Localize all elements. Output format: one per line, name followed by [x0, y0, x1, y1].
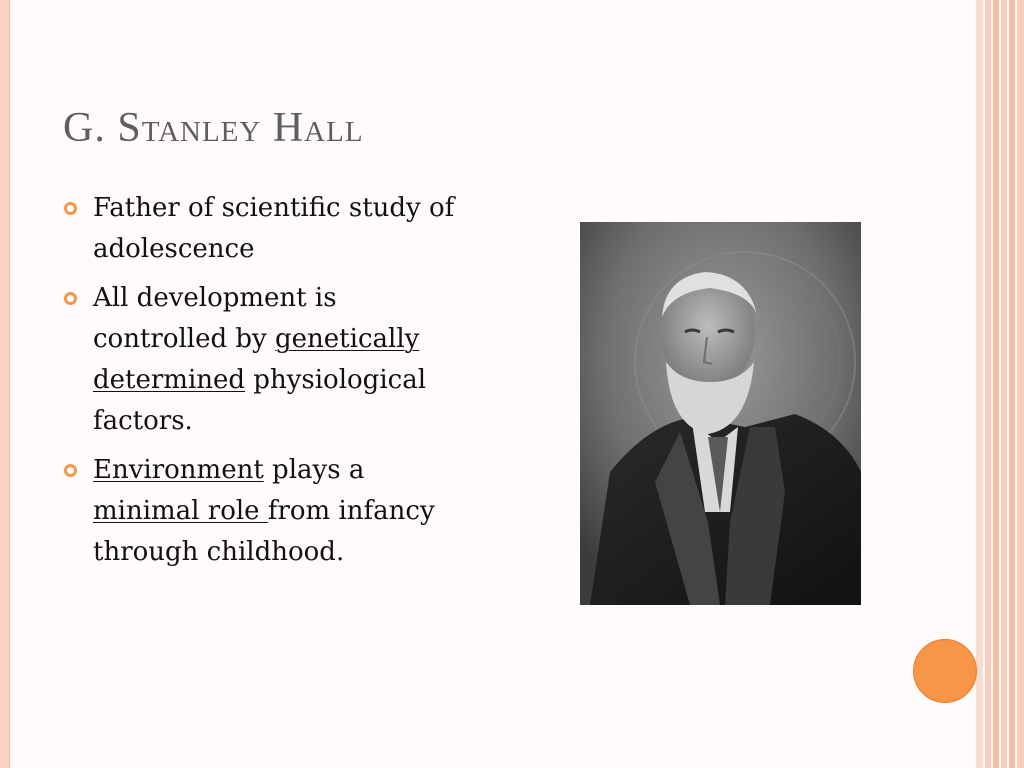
bullet-text: All development is controlled by genetically determined physiological factors. [93, 283, 427, 436]
bullet-item [64, 450, 464, 573]
bullet-circle-icon [64, 202, 77, 215]
right-border-stripes [976, 0, 1024, 768]
left-border [0, 0, 10, 768]
bullet-item [64, 188, 464, 270]
slide-title: G. Stanley Hall [63, 105, 364, 151]
bullet-list [64, 188, 464, 581]
bullet-text: Environment plays a minimal role from infancy through childhood. [93, 455, 435, 567]
bullet-circle-icon [64, 292, 77, 305]
bullet-item [64, 278, 464, 442]
bullet-circle-icon [64, 464, 77, 477]
portrait-photo [580, 222, 861, 605]
decorative-orange-circle [913, 639, 977, 703]
bullet-text: Father of scientific study of adolescence [93, 193, 455, 264]
